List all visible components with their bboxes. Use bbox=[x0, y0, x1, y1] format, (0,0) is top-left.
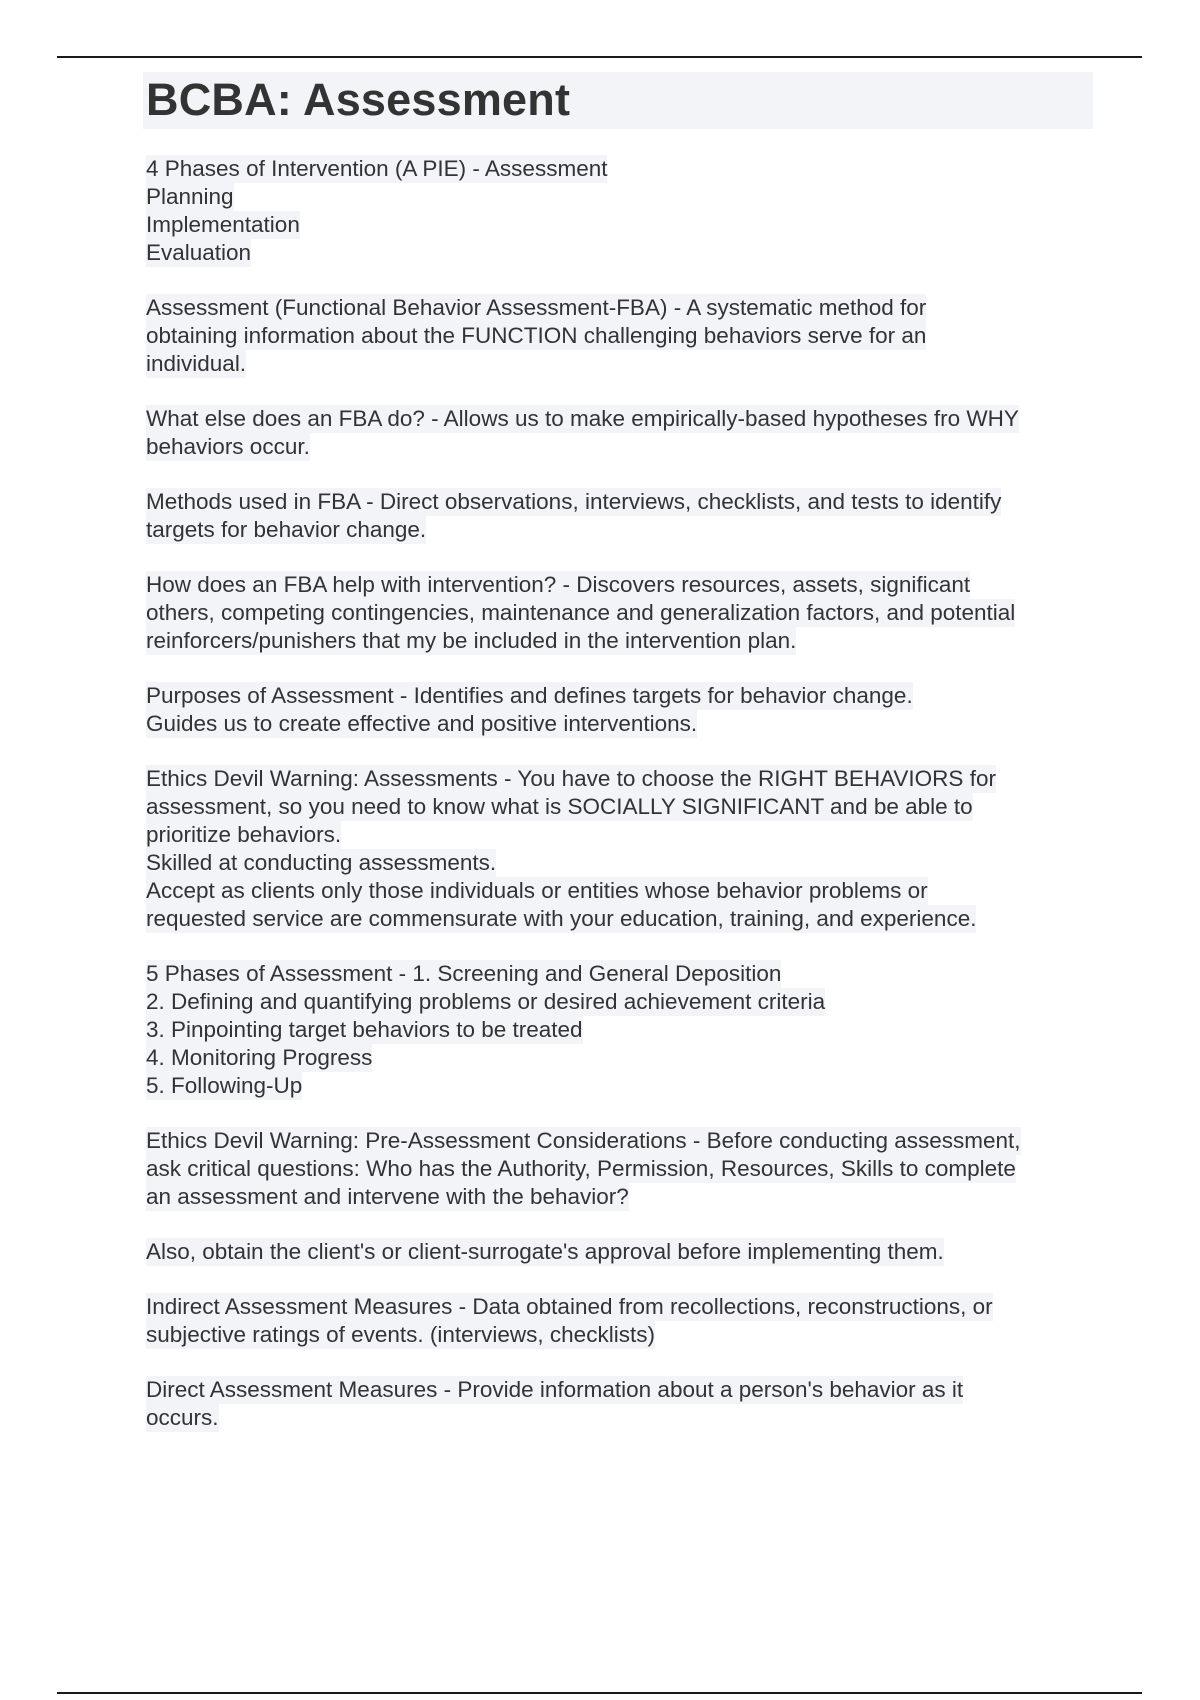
text-line: Also, obtain the client's or client-surrogate's approval before implementing them. bbox=[146, 1239, 944, 1264]
text-line: 4. Monitoring Progress bbox=[146, 1045, 373, 1070]
text-line: occurs. bbox=[146, 1405, 219, 1430]
text-line: obtaining information about the FUNCTION challenging behaviors serve for an bbox=[146, 323, 927, 348]
entry-direct-measures bbox=[146, 1376, 1096, 1432]
top-rule bbox=[57, 56, 1142, 58]
text-line: Evaluation bbox=[146, 240, 252, 265]
text-line: Accept as clients only those individuals or entities whose behavior problems or bbox=[146, 878, 928, 903]
entry-phases-of-assessment bbox=[146, 960, 1096, 1100]
entry-phases-of-intervention bbox=[146, 155, 1096, 267]
entry-fba-purpose bbox=[146, 405, 1096, 461]
text-line: How does an FBA help with intervention? - Discovers resources, assets, significant bbox=[146, 572, 971, 597]
entry-indirect-measures bbox=[146, 1293, 1096, 1349]
bottom-rule bbox=[57, 1692, 1142, 1694]
text-line: Ethics Devil Warning: Pre-Assessment Considerations - Before conducting assessment, bbox=[146, 1128, 1021, 1153]
text-line: Skilled at conducting assessments. bbox=[146, 850, 497, 875]
text-line: assessment, so you need to know what is SOCIALLY SIGNIFICANT and be able to bbox=[146, 794, 973, 819]
entry-ethics-assessments bbox=[146, 765, 1096, 933]
entry-fba-intervention-help bbox=[146, 571, 1096, 655]
text-line: 5. Following-Up bbox=[146, 1073, 303, 1098]
text-line: an assessment and intervene with the behavior? bbox=[146, 1184, 629, 1209]
text-line: Methods used in FBA - Direct observations, interviews, checklists, and tests to identify bbox=[146, 489, 1002, 514]
text-line: 4 Phases of Intervention (A PIE) - Assessment bbox=[146, 156, 608, 181]
entry-ethics-pre-assessment bbox=[146, 1127, 1096, 1211]
text-line: Direct Assessment Measures - Provide information about a person's behavior as it bbox=[146, 1377, 964, 1402]
text-line: individual. bbox=[146, 351, 247, 376]
text-line: prioritize behaviors. bbox=[146, 822, 342, 847]
text-line: subjective ratings of events. (interviews, checklists) bbox=[146, 1322, 655, 1347]
text-line: Planning bbox=[146, 184, 234, 209]
text-line: Purposes of Assessment - Identifies and defines targets for behavior change. bbox=[146, 683, 913, 708]
text-line: Assessment (Functional Behavior Assessment-FBA) - A systematic method for bbox=[146, 295, 927, 320]
text-line: 2. Defining and quantifying problems or desired achievement criteria bbox=[146, 989, 826, 1014]
text-line: Indirect Assessment Measures - Data obtained from recollections, reconstructions, or bbox=[146, 1294, 993, 1319]
text-line: targets for behavior change. bbox=[146, 517, 427, 542]
text-line: others, competing contingencies, maintenance and generalization factors, and potential bbox=[146, 600, 1016, 625]
text-line: 5 Phases of Assessment - 1. Screening and General Deposition bbox=[146, 961, 782, 986]
text-line: reinforcers/punishers that my be included in the intervention plan. bbox=[146, 628, 797, 653]
text-line: Ethics Devil Warning: Assessments - You have to choose the RIGHT BEHAVIORS for bbox=[146, 766, 996, 791]
text-line: 3. Pinpointing target behaviors to be treated bbox=[146, 1017, 583, 1042]
text-line: behaviors occur. bbox=[146, 434, 310, 459]
document-body bbox=[146, 155, 1096, 1459]
entry-fba-methods bbox=[146, 488, 1096, 544]
entry-fba-definition bbox=[146, 294, 1096, 378]
text-line: ask critical questions: Who has the Authority, Permission, Resources, Skills to complete bbox=[146, 1156, 1016, 1181]
entry-client-approval bbox=[146, 1238, 1096, 1266]
text-line: Guides us to create effective and positive interventions. bbox=[146, 711, 698, 736]
text-line: Implementation bbox=[146, 212, 300, 237]
text-line: What else does an FBA do? - Allows us to make empirically-based hypotheses fro WHY bbox=[146, 406, 1019, 431]
entry-purposes-of-assessment bbox=[146, 682, 1096, 738]
text-line: requested service are commensurate with your education, training, and experience. bbox=[146, 906, 977, 931]
page-title: BCBA: Assessment bbox=[146, 74, 571, 125]
